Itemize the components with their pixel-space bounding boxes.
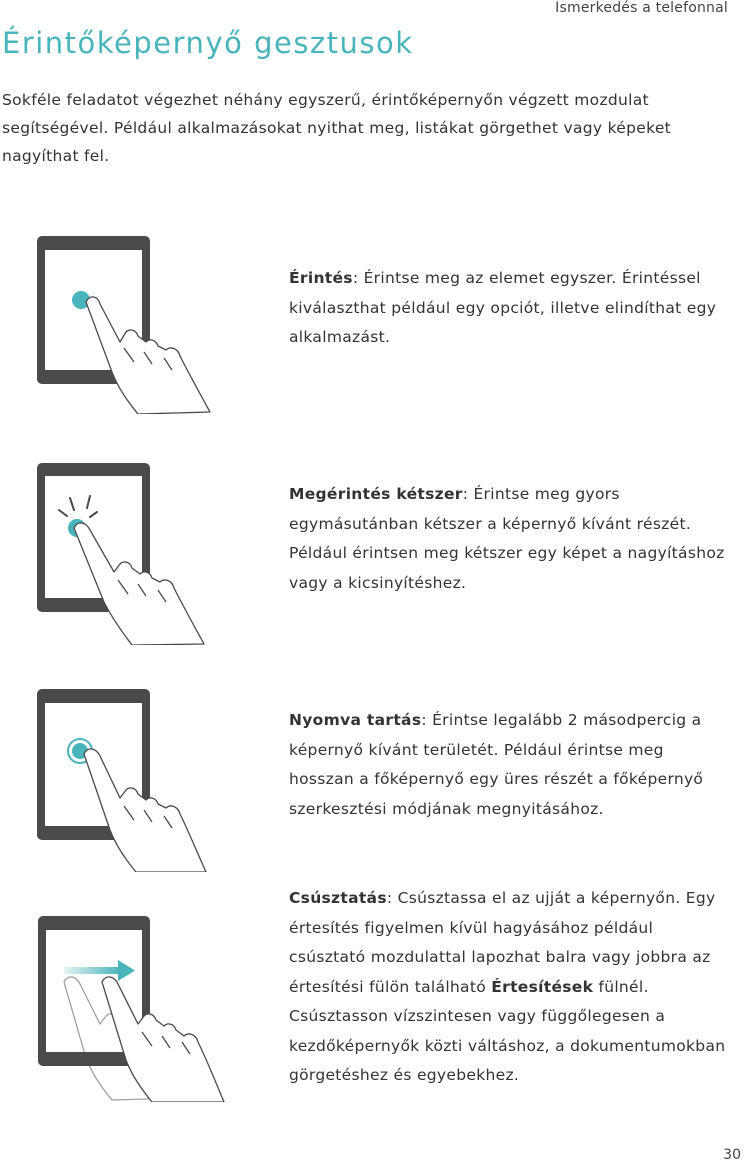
gesture-swipe-description-start: : Csúsztassa el az ujját a képernyőn. Egy értesítés figyelmen kívül hagyásához például csúsztató mozdulattal lapozhat balra vagy jobbra az értesítési fülön található	[289, 889, 716, 996]
double-tap-gesture-illustration	[20, 460, 230, 645]
gesture-tap-description: : Érintse meg az elemet egyszer. Érintéssel kiválaszthat például egy opciót, illetve elindíthat egy alkalmazást.	[289, 269, 717, 346]
term-tap: Érintés	[289, 269, 353, 287]
swipe-gesture-illustration	[20, 912, 235, 1102]
running-header: Ismerkedés a telefonnal	[555, 0, 728, 16]
gesture-double-tap-description: : Érintse meg gyors egymásutánban kétszer a képernyő kívánt részét. Például érintsen meg kétszer egy képet a nagyításhoz vagy a kicsinyítéshez.	[289, 485, 725, 592]
gesture-swipe-text	[289, 884, 734, 1091]
notifications-tab-reference: Értesítések	[491, 977, 594, 996]
gesture-long-press-text	[289, 706, 734, 824]
term-swipe: Csúsztatás	[289, 889, 387, 907]
long-press-gesture-illustration	[20, 686, 230, 872]
gesture-swipe-description-end: fülnél. Csúsztasson vízszintesen vagy függőlegesen a kezdőképernyők közti váltáshoz, a dokumentumokban görgetéshez és egyebekhez.	[289, 977, 726, 1084]
gesture-long-press-description: : Érintse legalább 2 másodpercig a képernyő kívánt területét. Például érintse meg hosszan a főképernyő egy üres részét a főképernyő szerkesztési módjának megnyitásához.	[289, 711, 704, 818]
hand-icon	[102, 977, 224, 1102]
term-long-press: Nyomva tartás	[289, 711, 422, 729]
swipe-trail	[64, 967, 120, 974]
gesture-tap-text	[289, 264, 734, 353]
gesture-double-tap-text	[289, 480, 734, 598]
tap-gesture-illustration	[20, 232, 230, 414]
page-title: Érintőképernyő gesztusok	[2, 26, 414, 60]
term-double-tap: Megérintés kétszer	[289, 485, 463, 503]
page-number: 30	[723, 1147, 741, 1163]
intro-paragraph: Sokféle feladatot végezhet néhány egyszerű, érintőképernyőn végzett mozdulat segítségével. Például alkalmazásokat nyithat meg, listákat görgethet vagy képeket nagyíthat fel.	[2, 91, 672, 165]
